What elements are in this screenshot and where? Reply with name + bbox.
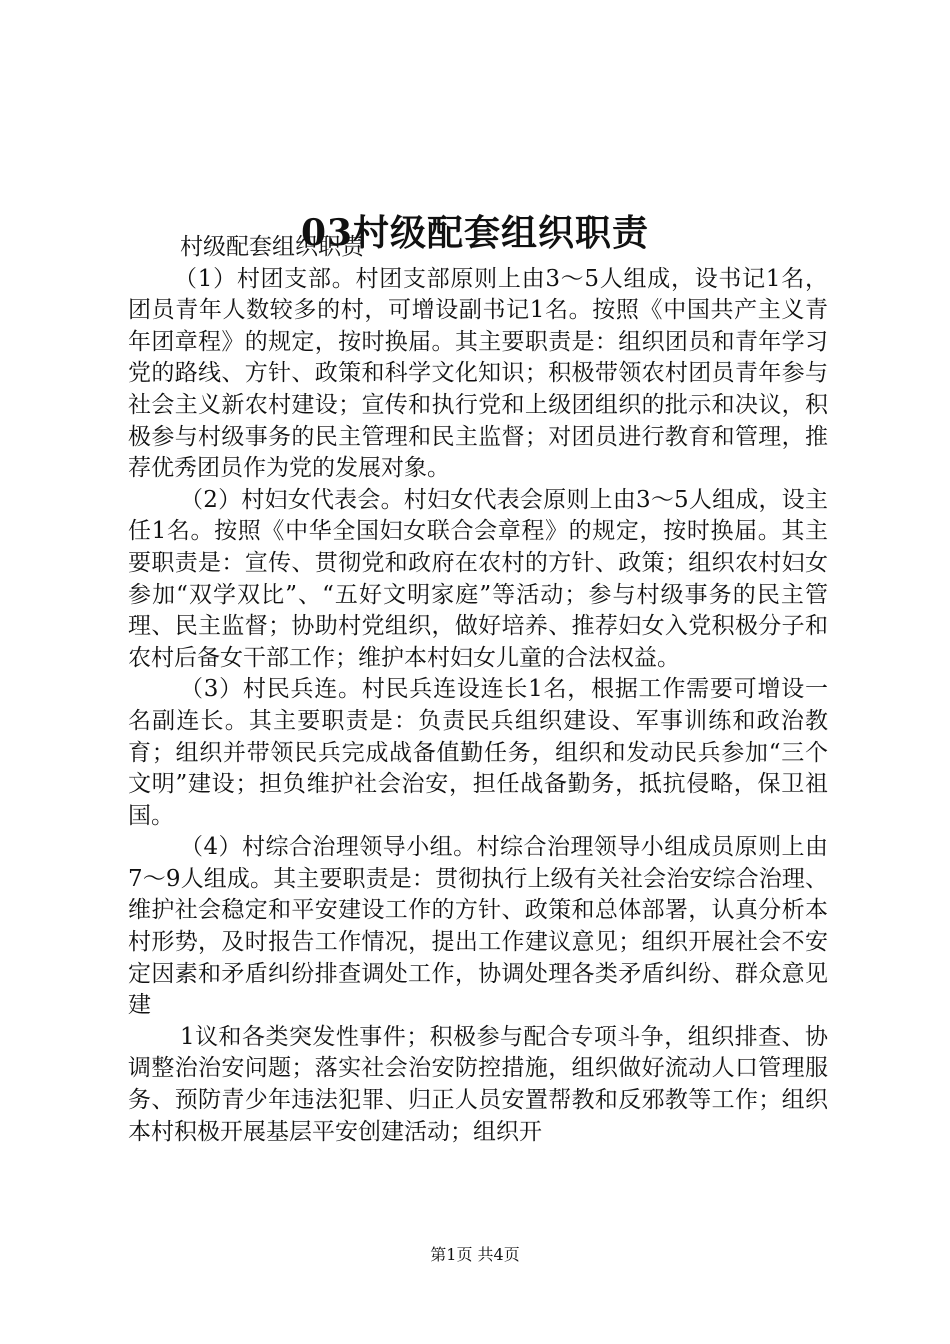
page-title: 03村级配套组织职责: [300, 212, 650, 255]
paragraph-continuation: 1议和各类突发性事件；积极参与配合专项斗争，组织排查、协调整治治安问题；落实社会治安防控措施，组织做好流动人口管理服务、预防青少年违法犯罪、归正人员安置帮教和反邪教等工作；组织本村积极开展基层平安创建活动；组织开: [128, 1023, 828, 1145]
paragraph-women-congress: （2）村妇女代表会。村妇女代表会原则上由3～5人组成，设主任1名。按照《中华全国妇女联合会章程》的规定，按时换届。其主要职责是：宣传、贯彻党和政府在农村的方针、政策；组织农村妇女参加“双学双比”、“五好文明家庭”等活动；参与村级事务的民主管理、民主监督；协助村党组织，做好培养、推荐妇女入党积极分子和农村后备女干部工作；维护本村妇女儿童的合法权益。: [128, 486, 828, 671]
paragraph-youth-league: （1）村团支部。村团支部原则上由3～5人组成，设书记1名，团员青年人数较多的村，可增设副书记1名。按照《中国共产主义青年团章程》的规定，按时换届。其主要职责是：组织团员和青年学习党的路线、方针、政策和科学文化知识；积极带领农村团员青年参与社会主义新农村建设；宣传和执行党和上级团组织的批示和决议，积极参与村级事务的民主管理和民主监督；对团员进行教育和管理，推荐优秀团员作为党的发展对象。: [128, 265, 828, 482]
document-body: [128, 232, 828, 1148]
page-number: 第1页 共4页: [430, 1245, 520, 1264]
paragraph-militia: （3）村民兵连。村民兵连设连长1名，根据工作需要可增设一名副连长。其主要职责是：负责民兵组织建设、军事训练和政治教育；组织并带领民兵完成战备值勤任务，组织和发动民兵参加“三个文明”建设；担负维护社会治安，担任战备勤务，抵抗侵略，保卫祖国。: [128, 676, 828, 829]
paragraph-comprehensive-governance: （4）村综合治理领导小组。村综合治理领导小组成员原则上由7～9人组成。其主要职责是：贯彻执行上级有关社会治安综合治理、维护社会稳定和平安建设工作的方针、政策和总体部署，认真分析本村形势，及时报告工作情况，提出工作建议意见；组织开展社会不安定因素和矛盾纠纷排查调处工作，协调处理各类矛盾纠纷、群众意见建: [128, 834, 828, 1019]
document-subtitle: 村级配套组织职责: [180, 234, 364, 260]
